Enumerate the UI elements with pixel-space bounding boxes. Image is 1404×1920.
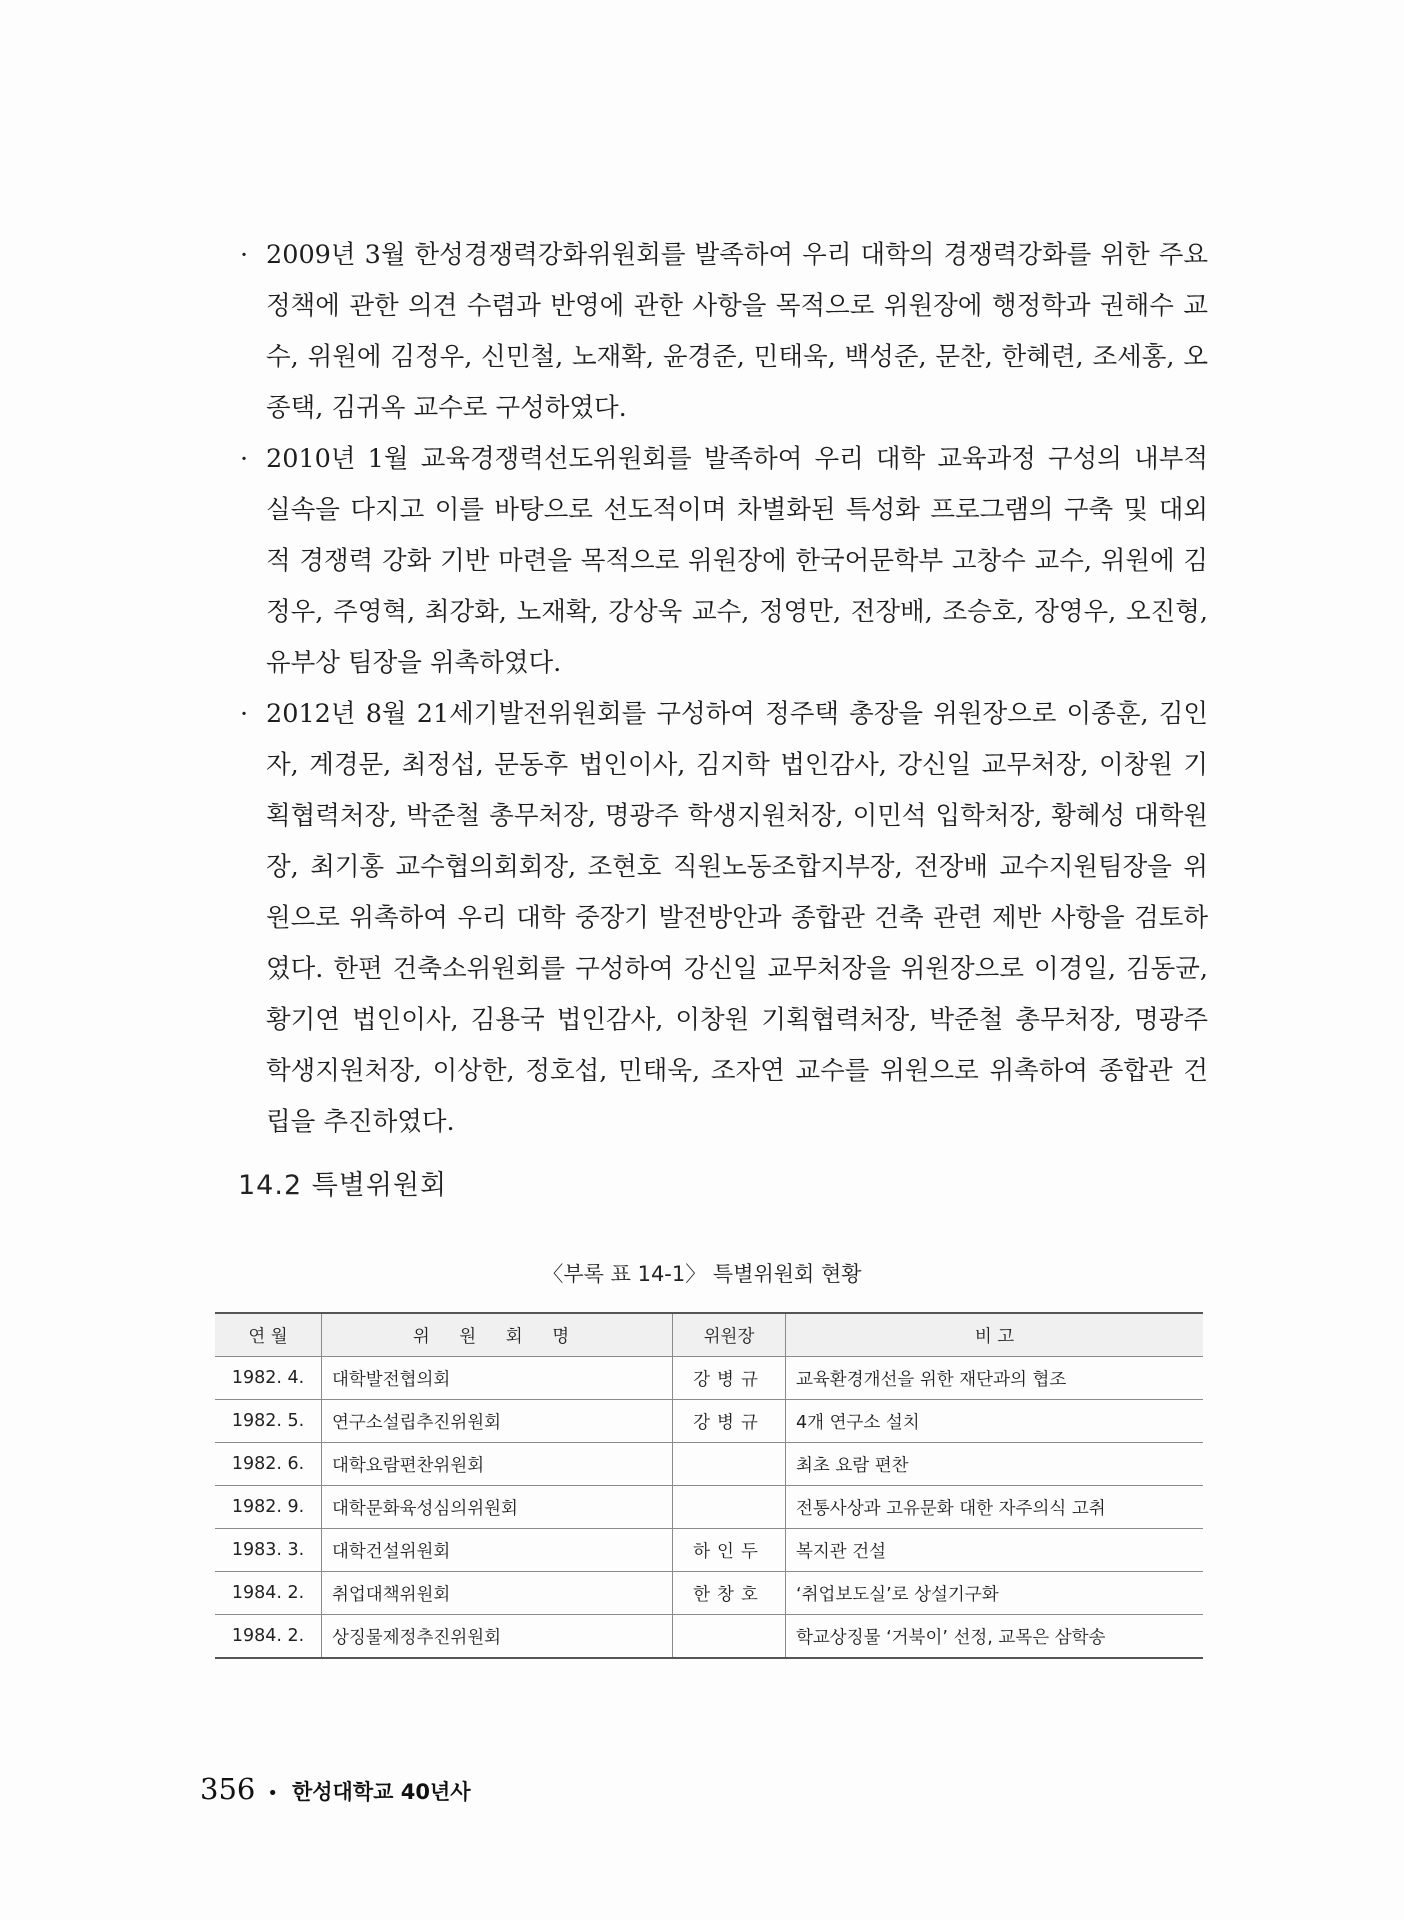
cell-remarks: 최초 요람 편찬 <box>786 1443 1204 1486</box>
cell-year-month: 1982. 6. <box>215 1443 322 1486</box>
cell-committee-name: 대학문화육성심의위원회 <box>322 1486 673 1529</box>
table-row <box>215 1529 1203 1572</box>
bullet-text: 2009년 3월 한성경쟁력강화위원회를 발족하여 우리 대학의 경쟁력강화를 위한 주요 정책에 관한 의견 수렴과 반영에 관한 사항을 목적으로 위원장에 행정학과 권해수 교수, 위원에 김정우, 신민철, 노재확, 윤경준, 민태욱, 백성준, 문찬, 한혜련, 조세홍, 오종택, 김귀옥 교수로 구성하였다. <box>266 240 1208 423</box>
cell-remarks: 학교상징물 ‘거북이’ 선정, 교목은 삼학송 <box>786 1615 1204 1659</box>
cell-chairman <box>673 1486 786 1529</box>
cell-chairman: 강병규 <box>673 1400 786 1443</box>
bullet-item <box>240 689 1208 1148</box>
cell-year-month: 1982. 9. <box>215 1486 322 1529</box>
table-row <box>215 1572 1203 1615</box>
cell-chairman: 강병규 <box>673 1357 786 1400</box>
cell-committee-name: 대학요람편찬위원회 <box>322 1443 673 1486</box>
cell-year-month: 1984. 2. <box>215 1572 322 1615</box>
header-committee-name: 위 원 회 명 <box>322 1313 673 1357</box>
book-title: 한성대학교 40년사 <box>291 1780 471 1804</box>
footer-separator: • <box>267 1783 278 1804</box>
cell-committee-name: 대학발전협의회 <box>322 1357 673 1400</box>
table-row <box>215 1615 1203 1659</box>
table-row <box>215 1400 1203 1443</box>
cell-remarks: 교육환경개선을 위한 재단과의 협조 <box>786 1357 1204 1400</box>
cell-year-month: 1983. 3. <box>215 1529 322 1572</box>
page-number: 356 <box>200 1772 256 1806</box>
cell-remarks: 전통사상과 고유문화 대한 자주의식 고취 <box>786 1486 1204 1529</box>
table-row <box>215 1357 1203 1400</box>
committee-table <box>215 1312 1203 1659</box>
cell-year-month: 1984. 2. <box>215 1615 322 1659</box>
header-remarks: 비 고 <box>786 1313 1204 1357</box>
header-chairman: 위원장 <box>673 1313 786 1357</box>
header-year-month: 연 월 <box>215 1313 322 1357</box>
cell-committee-name: 대학건설위원회 <box>322 1529 673 1572</box>
section-heading: 14.2 특별위원회 <box>238 1170 448 1201</box>
bullet-text: 2012년 8월 21세기발전위원회를 구성하여 정주택 총장을 위원장으로 이종훈, 김인자, 계경문, 최정섭, 문동후 법인이사, 김지학 법인감사, 강신일 교무처장, 이창원 기획협력처장, 박준철 총무처장, 명광주 학생지원처장, 이민석 입학처장, 황혜성 대학원장, 최기홍 교수협의회회장, 조현호 직원노동조합지부장, 전장배 교수지원팀장을 위원으로 위촉하여 우리 대학 중장기 발전방안과 종합관 건축 관련 제반 사항을 검토하였다. 한편 건축소위원회를 구성하여 강신일 교무처장을 위원장으로 이경일, 김동균, 황기연 법인이사, 김용국 법인감사, 이창원 기획협력처장, 박준철 총무처장, 명광주 학생지원처장, 이상한, 정호섭, 민태욱, 조자연 교수를 위원으로 위촉하여 종합관 건립을 추진하였다. <box>266 699 1208 1137</box>
bullet-text: 2010년 1월 교육경쟁력선도위원회를 발족하여 우리 대학 교육과정 구성의 내부적 실속을 다지고 이를 바탕으로 선도적이며 차별화된 특성화 프로그램의 구축 및 대외적 경쟁력 강화 기반 마련을 목적으로 위원장에 한국어문학부 고창수 교수, 위원에 김정우, 주영혁, 최강화, 노재확, 강상욱 교수, 정영만, 전장배, 조승호, 장영우, 오진형, 유부상 팀장을 위촉하였다. <box>266 444 1208 678</box>
table-header-row <box>215 1313 1203 1357</box>
bullet-list <box>240 230 1208 1148</box>
table-row <box>215 1486 1203 1529</box>
table-row <box>215 1443 1203 1486</box>
cell-remarks: 4개 연구소 설치 <box>786 1400 1204 1443</box>
bullet-marker: · <box>240 699 249 729</box>
cell-committee-name: 취업대책위원회 <box>322 1572 673 1615</box>
table-caption: 〈부록 표 14-1〉 특별위원회 현황 <box>542 1262 862 1286</box>
cell-remarks: 복지관 건설 <box>786 1529 1204 1572</box>
cell-year-month: 1982. 4. <box>215 1357 322 1400</box>
page-footer <box>200 1772 471 1806</box>
cell-year-month: 1982. 5. <box>215 1400 322 1443</box>
cell-chairman: 한창호 <box>673 1572 786 1615</box>
cell-committee-name: 상징물제정추진위원회 <box>322 1615 673 1659</box>
bullet-marker: · <box>240 240 249 270</box>
cell-chairman: 하인두 <box>673 1529 786 1572</box>
cell-chairman <box>673 1615 786 1659</box>
cell-committee-name: 연구소설립추진위원회 <box>322 1400 673 1443</box>
bullet-item <box>240 434 1208 689</box>
cell-remarks: ‘취업보도실’로 상설기구화 <box>786 1572 1204 1615</box>
cell-chairman <box>673 1443 786 1486</box>
bullet-marker: · <box>240 444 249 474</box>
bullet-item <box>240 230 1208 434</box>
